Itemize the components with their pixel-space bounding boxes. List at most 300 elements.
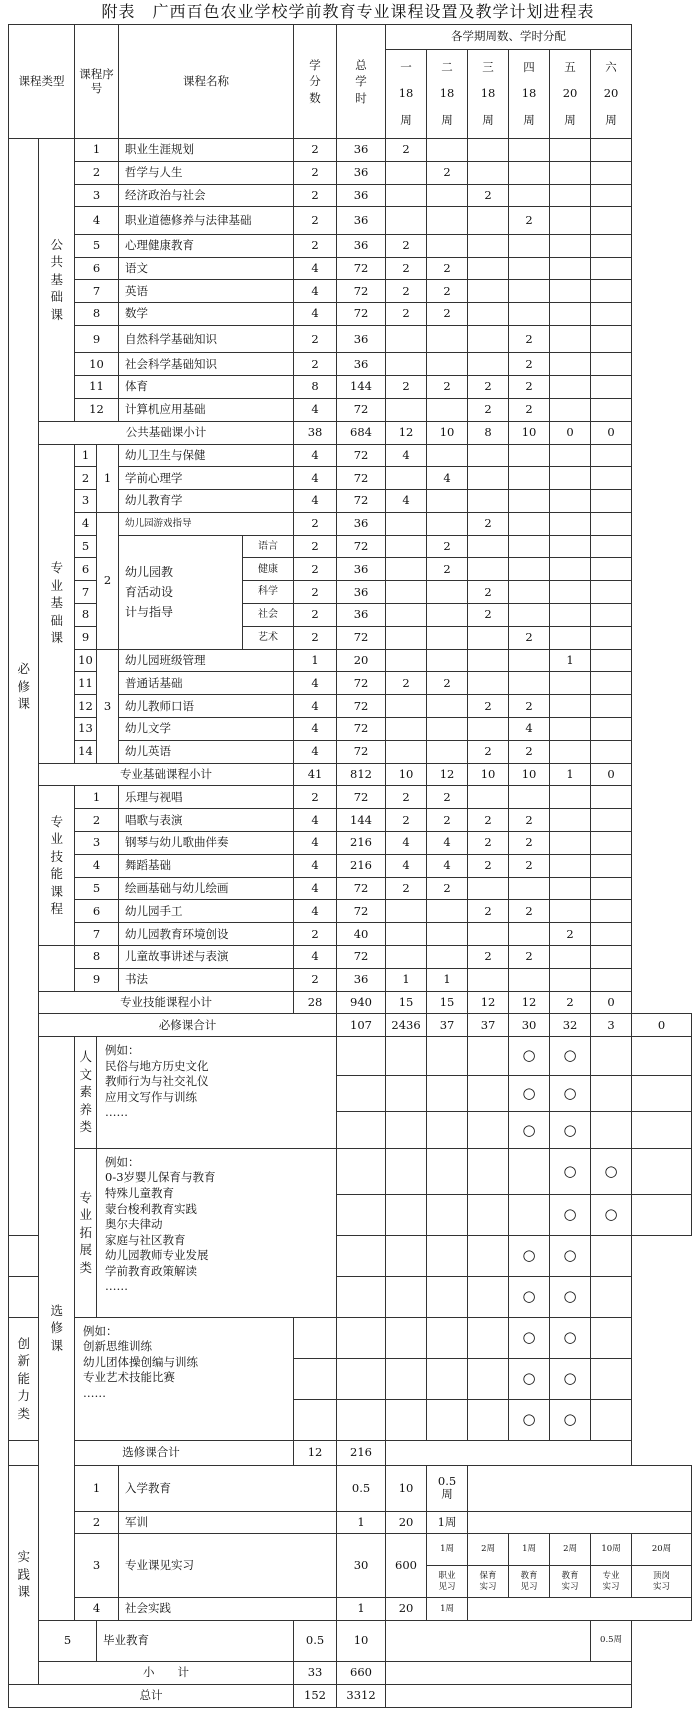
course-name: 数学 [119, 303, 294, 326]
compulsory-total-label: 必修课合计 [39, 1014, 337, 1037]
semester-2-cell [427, 444, 468, 467]
semester-2-cell [427, 1276, 468, 1317]
semester-2-cell [468, 1075, 509, 1111]
course-no: 5 [75, 535, 97, 558]
header-semester-6: 六 20 周 [591, 50, 632, 139]
semester-2-cell [427, 398, 468, 421]
table-row [9, 376, 692, 399]
course-no: 4 [75, 1598, 119, 1621]
semester-3-cell [468, 558, 509, 581]
semester-6-cell [591, 490, 632, 513]
semester-4-cell [509, 512, 550, 535]
hours-cell: 10 [337, 1620, 386, 1661]
semester-3-cell [468, 207, 509, 234]
semester-6-cell [591, 558, 632, 581]
hours-cell [337, 1399, 386, 1440]
semester-2-cell [427, 1358, 468, 1399]
semester-cells [386, 1620, 591, 1661]
credit-cell: 4 [294, 444, 337, 467]
hours-cell [386, 1037, 427, 1076]
semester-3-cell [468, 353, 509, 376]
course-name: 幼儿园游戏指导 [119, 512, 294, 535]
skills-label-blank [39, 946, 75, 992]
header-course-name: 课程名称 [119, 25, 294, 139]
course-name: 体育 [119, 376, 294, 399]
table-row [9, 257, 692, 280]
course-name: 军训 [119, 1511, 337, 1534]
credit-cell: 30 [337, 1534, 386, 1598]
semester-1-cell [386, 923, 427, 946]
semester-3-cell: ○ [509, 1112, 550, 1148]
semester-1-cell [386, 581, 427, 604]
page-title: 附表 广西百色农业学校学前教育专业课程设置及教学计划进程表 [101, 2, 595, 21]
semester-2-cell [427, 649, 468, 672]
expansion-category-examples: 例如： 0-3岁婴儿保育与教育 特殊儿童教育 蒙台梭利教育实践 奥尔夫律动 家庭与社区教育 幼儿园教师专业发展 学前教育政策解读 …… [97, 1148, 337, 1317]
semester-6-cell [591, 832, 632, 855]
elective-total-label: 选修课合计 [9, 1440, 294, 1465]
semester-1-cell [427, 1075, 468, 1111]
credit-cell: 2 [294, 535, 337, 558]
table-row [9, 25, 692, 50]
table-row [9, 280, 692, 303]
course-no: 4 [75, 207, 119, 234]
course-name: 专业课见实习 [119, 1534, 337, 1598]
semester-4-cell: ○ [509, 1399, 550, 1440]
table-row [9, 1014, 692, 1037]
table-row [9, 161, 692, 184]
course-no: 1 [75, 444, 97, 467]
semester-5-cell: 0 [550, 421, 591, 444]
semester-3-cell [468, 923, 509, 946]
semester-5-cell [550, 946, 591, 969]
semester-1-cell [427, 1112, 468, 1148]
credit-cell: 2 [294, 161, 337, 184]
hours-cell: 72 [337, 398, 386, 421]
table-row [9, 1534, 692, 1566]
hours-cell: 660 [337, 1662, 386, 1685]
semester-5-cell [550, 854, 591, 877]
credit-cell: 2 [294, 558, 337, 581]
credit-cell: 2 [294, 968, 337, 991]
semester-6-cell [591, 184, 632, 207]
semester-5-cell [550, 832, 591, 855]
semester-3-cell [468, 467, 509, 490]
semester-3-cell [468, 161, 509, 184]
course-name: 幼儿园教育环境创设 [119, 923, 294, 946]
semester-4-cell [509, 467, 550, 490]
semester-5-cell [550, 740, 591, 763]
semester-6-cell [591, 139, 632, 162]
semester-6-cell [591, 1235, 632, 1276]
course-name: 社会科学基础知识 [119, 353, 294, 376]
semester-cells [386, 1684, 632, 1707]
course-name: 幼儿文学 [119, 718, 294, 741]
course-no: 2 [75, 161, 119, 184]
table-row [9, 1440, 692, 1465]
hours-cell: 600 [386, 1534, 427, 1598]
semester-2-cell: 2 [427, 280, 468, 303]
semester-4-cell [509, 161, 550, 184]
credit-cell [294, 1358, 337, 1399]
semester-5-cell [550, 353, 591, 376]
semester-2-cell [427, 695, 468, 718]
semester-2-cell: 2 [427, 303, 468, 326]
hours-cell: 72 [337, 740, 386, 763]
header-course-type: 课程类型 [9, 25, 75, 139]
semester-1-cell: 2 [386, 376, 427, 399]
semester-4-cell: 2 [509, 809, 550, 832]
credit-cell: 152 [294, 1684, 337, 1707]
semester-4-cell: ○ [550, 1148, 591, 1194]
course-no: 8 [75, 946, 119, 969]
semester-5-cell [550, 280, 591, 303]
semester-6-cell: 0 [591, 991, 632, 1014]
semester-5-cell [550, 718, 591, 741]
semester-4-cell [509, 257, 550, 280]
semester-6-cell [591, 649, 632, 672]
credit-cell: 4 [294, 695, 337, 718]
table-row [9, 763, 692, 786]
credit-cell: 4 [294, 490, 337, 513]
semester-5-cell [550, 558, 591, 581]
semester-6-cell [591, 303, 632, 326]
semester-1-cell [386, 946, 427, 969]
course-no: 14 [75, 740, 97, 763]
credit-cell: 4 [294, 718, 337, 741]
semester-4-cell: 2 [509, 626, 550, 649]
semester-3-cell [468, 444, 509, 467]
semester-1-cell: 2 [386, 280, 427, 303]
header-semester-2: 二 18 周 [427, 50, 468, 139]
credit-cell: 38 [294, 421, 337, 444]
semester-1-cell [386, 695, 427, 718]
elective-label: 选修课 [39, 1037, 75, 1621]
hours-cell: 3312 [337, 1684, 386, 1707]
semester-4-cell [509, 649, 550, 672]
semester-4-cell [509, 672, 550, 695]
credit-cell: 2 [294, 139, 337, 162]
semester-1-cell [427, 1037, 468, 1076]
credit-cell [9, 1276, 39, 1317]
semester-3-cell [468, 280, 509, 303]
practicum-type-2: 保育 实习 [468, 1566, 509, 1598]
semester-3-cell [468, 1399, 509, 1440]
semester-cells [386, 1440, 632, 1465]
semester-3-cell: 8 [468, 421, 509, 444]
semester-5-cell [550, 604, 591, 627]
semester-2-cell: 2 [427, 376, 468, 399]
semester-5-cell: ○ [550, 1358, 591, 1399]
semester-1-cell [386, 1317, 427, 1358]
semester-3-cell [468, 139, 509, 162]
semester-5-cell: ○ [550, 1235, 591, 1276]
course-name: 绘画基础与幼儿绘画 [119, 877, 294, 900]
semester-4-cell [509, 786, 550, 809]
hours-cell: 36 [337, 604, 386, 627]
hours-cell: 20 [386, 1598, 427, 1621]
semester-6-cell: 0.5周 [591, 1620, 632, 1661]
semester-5-cell [550, 535, 591, 558]
semester-2-cell: 15 [427, 991, 468, 1014]
semester-cells [468, 1511, 692, 1534]
hours-cell: 10 [386, 1465, 427, 1511]
course-no: 1 [75, 139, 119, 162]
credit-cell: 0.5 [337, 1465, 386, 1511]
table-row [9, 444, 692, 467]
semester-6-cell [591, 161, 632, 184]
semester-5-cell [550, 257, 591, 280]
semester-6-cell [591, 672, 632, 695]
semester-2-cell: 4 [427, 467, 468, 490]
credit-cell [337, 1148, 386, 1194]
course-no: 8 [75, 303, 119, 326]
course-name: 乐理与视唱 [119, 786, 294, 809]
table-row [9, 1148, 692, 1194]
course-no: 5 [39, 1620, 97, 1661]
public-basic-label: 公共基础课 [39, 139, 75, 422]
table-row [9, 512, 692, 535]
semester-5-cell [550, 184, 591, 207]
expansion-category: 专业拓展类 [75, 1148, 97, 1317]
credit-cell: 41 [294, 763, 337, 786]
semester-3-cell: 2 [468, 398, 509, 421]
semester-4-cell: 2 [509, 946, 550, 969]
course-name: 儿童故事讲述与表演 [119, 946, 294, 969]
semester-1-cell: 2 [386, 303, 427, 326]
semester-4-cell: 2 [509, 740, 550, 763]
hours-cell: 72 [337, 280, 386, 303]
table-row [9, 1317, 692, 1358]
semester-4-cell [509, 877, 550, 900]
course-no: 9 [75, 325, 119, 352]
semester-3-cell: 2 [468, 854, 509, 877]
semester-6-cell: 0 [632, 1014, 692, 1037]
semester-5-cell: 1 [550, 763, 591, 786]
hours-cell: 72 [337, 444, 386, 467]
table-row [9, 946, 692, 969]
practicum-week-4: 2周 [550, 1534, 591, 1566]
hours-cell: 72 [337, 535, 386, 558]
semester-1-cell [386, 207, 427, 234]
credit-cell: 2 [294, 234, 337, 257]
group-1: 1 [97, 444, 119, 512]
semester-5-cell [550, 398, 591, 421]
semester-6-cell [632, 1112, 692, 1148]
practicum-week-3: 1周 [509, 1534, 550, 1566]
semester-4-cell: ○ [550, 1112, 591, 1148]
semester-3-cell [468, 325, 509, 352]
hours-cell: 72 [337, 303, 386, 326]
practicum-week-6: 20周 [632, 1534, 692, 1566]
semester-2-cell [427, 900, 468, 923]
semester-2-cell [427, 946, 468, 969]
semester-3-cell [468, 257, 509, 280]
course-name: 幼儿教育学 [119, 490, 294, 513]
course-name: 语言 [243, 535, 294, 558]
hours-cell: 72 [337, 718, 386, 741]
course-name: 科学 [243, 581, 294, 604]
practicum-type-6: 顶岗 实习 [632, 1566, 692, 1598]
semester-3-cell [509, 1194, 550, 1235]
semester-1-cell: 1 [386, 968, 427, 991]
hours-cell: 36 [337, 558, 386, 581]
course-name: 幼儿卫生与保健 [119, 444, 294, 467]
semester-4-cell: ○ [509, 1317, 550, 1358]
grand-total-label: 总计 [9, 1684, 294, 1707]
credit-cell: 2 [294, 626, 337, 649]
semester-4-cell: 12 [509, 991, 550, 1014]
table-row [9, 1598, 692, 1621]
semester-5-cell [550, 207, 591, 234]
hours-cell: 72 [337, 257, 386, 280]
semester-6-cell [591, 444, 632, 467]
semester-3-cell [468, 490, 509, 513]
credit-cell: 2 [294, 923, 337, 946]
semester-4-cell [509, 604, 550, 627]
hours-cell: 36 [337, 968, 386, 991]
header-semester-5: 五 20 周 [550, 50, 591, 139]
practicum-week-5: 10周 [591, 1534, 632, 1566]
semester-4-cell: 10 [509, 763, 550, 786]
semester-4-cell: 2 [509, 695, 550, 718]
course-name: 舞蹈基础 [119, 854, 294, 877]
semester-4-cell: ○ [509, 1276, 550, 1317]
table-row [9, 325, 692, 352]
course-no: 7 [75, 923, 119, 946]
semester-5-cell [550, 139, 591, 162]
credit-cell: 2 [294, 581, 337, 604]
table-row [9, 991, 692, 1014]
semester-5-cell: ○ [550, 1399, 591, 1440]
semester-2-cell [427, 234, 468, 257]
semester-2-cell [468, 1037, 509, 1076]
table-row [9, 1662, 692, 1685]
semester-4-cell [509, 558, 550, 581]
compulsory-label: 必修课 [9, 139, 39, 1236]
credit-cell: 2 [294, 325, 337, 352]
semester-3-cell [468, 1358, 509, 1399]
semester-2-cell [427, 184, 468, 207]
group-3: 3 [97, 649, 119, 763]
hours-cell: 2436 [386, 1014, 427, 1037]
hours-cell: 72 [337, 672, 386, 695]
semester-1-cell: 0.5 周 [427, 1465, 468, 1511]
semester-6-cell [591, 604, 632, 627]
hours-cell: 812 [337, 763, 386, 786]
semester-1-cell: 2 [386, 672, 427, 695]
course-no: 1 [75, 786, 119, 809]
semester-6-cell [591, 1317, 632, 1358]
course-name: 社会实践 [119, 1598, 337, 1621]
credit-cell: 2 [294, 512, 337, 535]
credit-cell: 4 [294, 740, 337, 763]
semester-cells [386, 1662, 632, 1685]
course-name: 经济政治与社会 [119, 184, 294, 207]
semester-2-cell: 12 [427, 763, 468, 786]
semester-3-cell [468, 877, 509, 900]
semester-6-cell [591, 1276, 632, 1317]
credit-cell: 4 [294, 672, 337, 695]
course-name: 哲学与人生 [119, 161, 294, 184]
semester-5-cell [550, 376, 591, 399]
credit-cell: 12 [294, 1440, 337, 1465]
table-row [9, 1620, 692, 1661]
semester-1-cell: 10 [386, 763, 427, 786]
credit-cell: 2 [294, 353, 337, 376]
semester-6-cell [591, 234, 632, 257]
semester-1-cell: 4 [386, 832, 427, 855]
semester-cells [468, 1598, 692, 1621]
table-row [9, 649, 692, 672]
semester-4-cell [509, 184, 550, 207]
curriculum-table [8, 24, 692, 1708]
hours-cell: 72 [337, 877, 386, 900]
semester-1-cell: 2 [386, 257, 427, 280]
credit-cell: 33 [294, 1662, 337, 1685]
semester-5-cell [550, 325, 591, 352]
semester-6-cell: 0 [591, 763, 632, 786]
header-semester-dist: 各学期周数、学时分配 [386, 25, 632, 50]
course-no: 2 [75, 1511, 119, 1534]
semester-3-cell: 2 [468, 946, 509, 969]
credit-cell: 4 [294, 257, 337, 280]
semester-2-cell [427, 1399, 468, 1440]
course-no: 3 [75, 490, 97, 513]
semester-4-cell: 2 [509, 376, 550, 399]
course-name: 健康 [243, 558, 294, 581]
semester-4-cell: ○ [550, 1075, 591, 1111]
table-row [9, 139, 692, 162]
semester-1-cell: 1周 [427, 1511, 468, 1534]
semester-1-cell [386, 626, 427, 649]
course-name: 自然科学基础知识 [119, 325, 294, 352]
header-semester-4: 四 18 周 [509, 50, 550, 139]
semester-4-cell [509, 444, 550, 467]
course-name: 幼儿英语 [119, 740, 294, 763]
semester-6-cell [591, 877, 632, 900]
semester-6-cell [591, 854, 632, 877]
hours-cell: 72 [337, 695, 386, 718]
semester-1-cell [386, 512, 427, 535]
semester-1-cell [386, 184, 427, 207]
semester-5-cell [550, 234, 591, 257]
semester-1-cell [386, 535, 427, 558]
practicum-week-1: 1周 [427, 1534, 468, 1566]
professional-basic-label: 专业基础课 [39, 444, 75, 763]
semester-3-cell: 2 [468, 581, 509, 604]
table-row [9, 854, 692, 877]
course-name: 书法 [119, 968, 294, 991]
course-no: 5 [75, 234, 119, 257]
table-row [9, 923, 692, 946]
credit-cell: 2 [294, 604, 337, 627]
hours-cell [386, 1194, 427, 1235]
semester-6-cell [591, 968, 632, 991]
semester-1-cell [386, 1235, 427, 1276]
semester-2-cell: 2 [427, 558, 468, 581]
semester-6-cell [632, 1194, 692, 1235]
semester-2-cell [427, 923, 468, 946]
course-no: 2 [75, 467, 97, 490]
semester-6-cell [591, 740, 632, 763]
semester-2-cell [427, 1235, 468, 1276]
course-no: 8 [75, 604, 97, 627]
semester-3-cell: 2 [468, 604, 509, 627]
semester-3-cell [468, 649, 509, 672]
semester-5-cell [550, 467, 591, 490]
semester-6-cell [632, 1075, 692, 1111]
hours-cell: 144 [337, 376, 386, 399]
